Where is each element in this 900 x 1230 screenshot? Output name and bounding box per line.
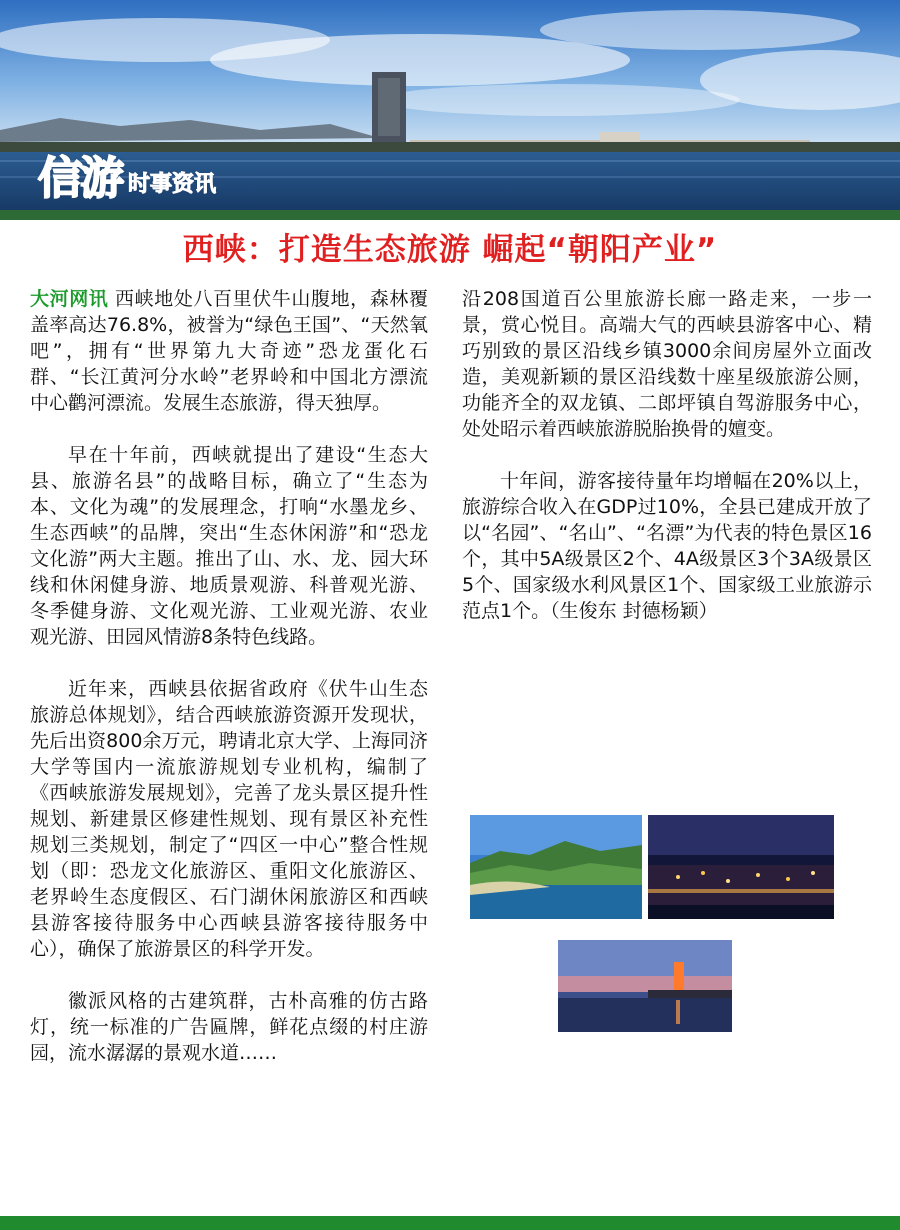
photo-dusk-riverside bbox=[558, 940, 732, 1032]
article-paragraph-5: 沿208国道百公里旅游长廊一路走来，一步一景，赏心悦目。高端大气的西峡县游客中心、精巧别致的景区沿线乡镇3000余间房屋外立面改造，美观新颖的景区沿线数十座星级旅游公厕，功能齐全的双龙镇、二郎坪镇自驾游服务中心，处处昭示着西峡旅游脱胎换骨的嬗变。 bbox=[462, 288, 872, 440]
article-paragraph-6: 十年间，游客接待量年均增幅在20%以上，旅游综合收入在GDP过10%，全县已建成开放了以“名园”、“名山”、“名漂”为代表的特色景区16个，其中5A级景区2个、4A级景区3个3A级景区5个、国家级水利风景区1个、国家级工业旅游示范点1个。（生俊东 封德杨颖） bbox=[462, 470, 872, 622]
photo-lake-mountains bbox=[470, 815, 642, 919]
article-paragraph-1 bbox=[30, 286, 428, 416]
article-column-left bbox=[30, 286, 428, 1092]
article-title: 西峡：打造生态旅游 崛起“朝阳产业” bbox=[182, 232, 718, 268]
paragraph-text: 西峡地处八百里伏牛山腹地，森林覆盖率高达76.8%，被誉为“绿色王国”、“天然氧吧”，拥有“世界第九大奇迹”恐龙蛋化石群、“长江黄河分水岭”老界岭和中国北方漂流中心鹳河漂流。发展生态旅游，得天独厚。 bbox=[30, 288, 428, 414]
footer-bar bbox=[0, 1216, 900, 1230]
logo-sub-text: 时事资讯 bbox=[128, 172, 217, 197]
source-label: 大河网讯 bbox=[30, 288, 109, 310]
brand-logo bbox=[38, 150, 216, 204]
logo-main-text: 信游 bbox=[38, 153, 122, 204]
photo-night-city bbox=[648, 815, 834, 919]
header-banner-photo bbox=[0, 0, 900, 220]
article-paragraph-3: 近年来，西峡县依据省政府《伏牛山生态旅游总体规划》，结合西峡旅游资源开发现状，先后出资800余万元，聘请北京大学、上海同济大学等国内一流旅游规划专业机构，编制了《西峡旅游发展规划》，完善了龙头景区提升性规划、新建景区修建性规划、现有景区补充性规划三类规划，制定了“四区一中心”整合性规划（即：恐龙文化旅游区、重阳文化旅游区、老界岭生态度假区、石门湖休闲旅游区和西峡县游客接待服务中心西峡县游客接待服务中心），确保了旅游景区的科学开发。 bbox=[30, 678, 428, 960]
article-paragraph-4: 徽派风格的古建筑群，古朴高雅的仿古路灯，统一标准的广告匾牌，鲜花点缀的村庄游园，流水潺潺的景观水道…… bbox=[30, 990, 428, 1064]
article-paragraph-2: 早在十年前，西峡就提出了建设“生态大县、旅游名县”的战略目标，确立了“生态为本、文化为魂”的发展理念，打响“水墨龙乡、生态西峡”的品牌，突出“生态休闲游”和“恐龙文化游”两大主题。推出了山、水、龙、园大环线和休闲健身游、地质景观游、科普观光游、冬季健身游、文化观光游、工业观光游、农业观光游、田园风情游8条特色线路。 bbox=[30, 444, 428, 648]
article-column-right bbox=[462, 286, 872, 650]
